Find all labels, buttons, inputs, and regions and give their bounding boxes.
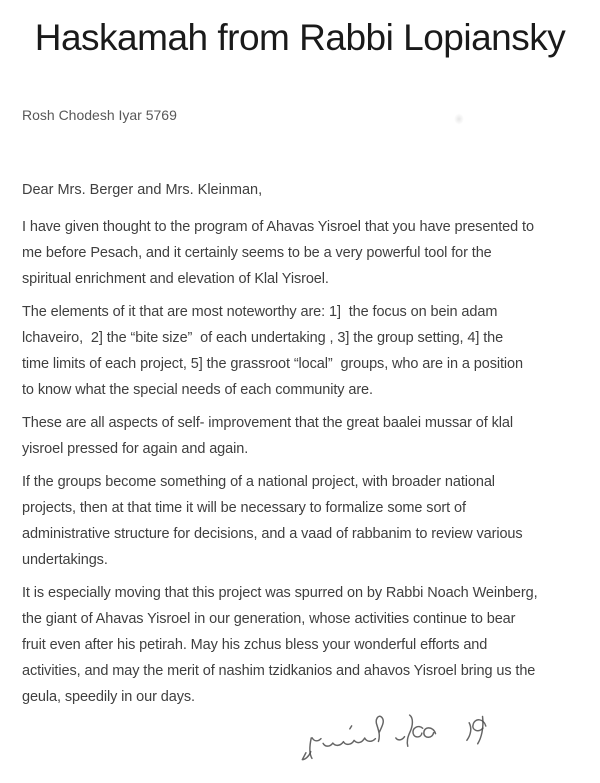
paragraph-1 xyxy=(22,214,600,292)
paragraph-line: the giant of Ahavas Yisroel in our generation, whose activities continue to bear xyxy=(22,611,516,627)
paragraph-line: These are all aspects of self- improvement that the great baalei mussar of klal xyxy=(22,415,513,431)
handwritten-signature xyxy=(287,702,497,777)
paragraph-line: projects, then at that time it will be necessary to formalize some sort of xyxy=(22,500,466,516)
paragraph-line: The elements of it that are most noteworthy are: 1] the focus on bein adam xyxy=(22,304,498,320)
signature-ink-strokes xyxy=(287,702,497,777)
letter-page xyxy=(0,16,600,773)
paragraph-line: It is especially moving that this project was spurred on by Rabbi Noach Weinberg, xyxy=(22,585,538,601)
paragraph-line: I have given thought to the program of Ahavas Yisroel that you have presented to xyxy=(22,219,534,235)
paragraph-line: undertakings. xyxy=(22,552,108,568)
paragraph-line: If the groups become something of a national project, with broader national xyxy=(22,474,495,490)
paragraph-line: fruit even after his petirah. May his zchus bless your wonderful efforts and xyxy=(22,637,488,653)
paragraph-line: activities, and may the merit of nashim tzidkanios and ahavos Yisroel bring us the xyxy=(22,663,536,679)
page-title: Haskamah from Rabbi Lopiansky xyxy=(34,17,566,58)
paragraph-line: geula, speedily in our days. xyxy=(22,689,195,705)
paragraph-line: administrative structure for decisions, and a vaad of rabbanim to review various xyxy=(22,526,523,542)
paragraph-3 xyxy=(22,410,600,462)
date-line: Rosh Chodesh Iyar 5769 xyxy=(22,107,177,123)
paragraph-4 xyxy=(22,469,600,573)
paragraph-5 xyxy=(22,580,600,710)
paragraph-line: yisroel pressed for again and again. xyxy=(22,441,249,457)
paragraph-line: time limits of each project, 5] the grassroot “local” groups, who are in a position xyxy=(22,356,523,372)
paragraph-line: spiritual enrichment and elevation of Klal Yisroel. xyxy=(22,271,329,287)
paragraph-line: lchaveiro, 2] the “bite size” of each undertaking , 3] the group setting, 4] the xyxy=(22,330,504,346)
salutation: Dear Mrs. Berger and Mrs. Kleinman, xyxy=(22,182,263,198)
paragraph-line: to know what the special needs of each community are. xyxy=(22,382,373,398)
paragraph-line: me before Pesach, and it certainly seems to be a very powerful tool for the xyxy=(22,245,492,261)
paragraph-2 xyxy=(22,299,600,403)
